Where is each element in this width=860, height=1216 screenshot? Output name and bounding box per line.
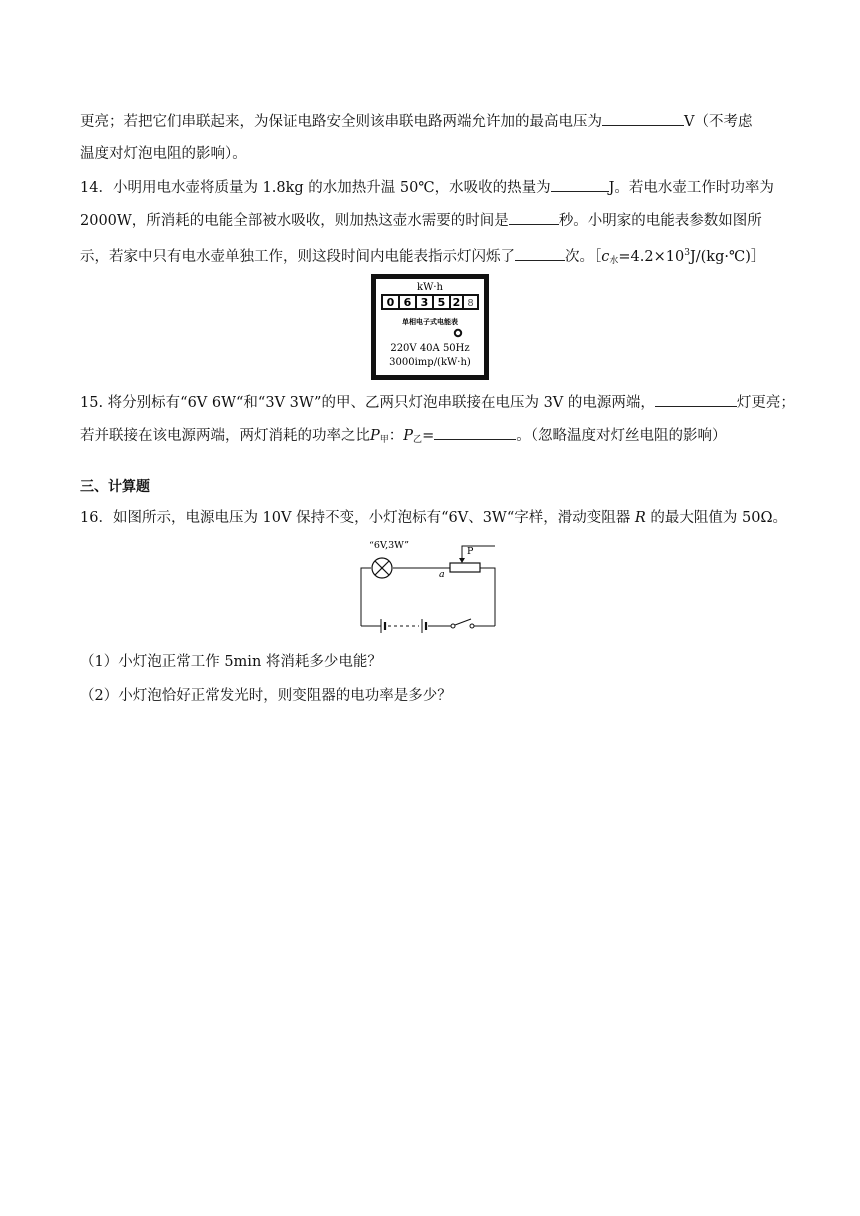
- q14-line3: 示，若家中只有电水壶单独工作，则这段时间内电能表指示灯闪烁了 次。$[c_水=4.2\times 10^3J/(kg\cdot℃)]$: [80, 248, 766, 266]
- lamp-icon: [372, 558, 392, 578]
- answer-blank[interactable]: [655, 392, 737, 407]
- rheostat-icon: [450, 563, 480, 572]
- answer-blank[interactable]: [602, 111, 684, 126]
- q15-line2: 若并联接在该电源两端，两灯消耗的功率之比$P_甲$：$P_乙=$ 。（忽略温度对灯丝电阻的影响）: [80, 425, 785, 450]
- q16-sub1: （1）小灯泡正常工作 5min 将消耗多少电能？: [80, 654, 382, 670]
- meter-digit: 0: [386, 296, 395, 309]
- q16-line1: 16．如图所示，电源电压为 10V 保持不变，小灯泡标有“6V、3W“字样，滑动变阻器 R 的最大阻值为 50Ω。: [80, 510, 787, 526]
- q14-line1: 14．小明用电水壶将质量为 1.8kg 的水加热升温 50℃，水吸收的热量为 J。若电水壶工作时功率为: [80, 177, 785, 198]
- terminal-label: a: [439, 569, 445, 580]
- meter-digit: 3: [420, 296, 429, 309]
- meter-digit: 6: [403, 296, 412, 309]
- q13-line2: 温度对灯泡电阻的影响）。: [80, 146, 247, 162]
- electric-meter-figure: [370, 273, 490, 381]
- q16-sub2: （2）小灯泡恰好正常发光时，则变阻器的电功率是多少？: [80, 688, 452, 704]
- meter-unit: kW·h: [417, 282, 443, 293]
- meter-spec-rating: 220V 40A 50Hz: [390, 343, 470, 354]
- q13-line1: 更亮；若把它们串联起来，为保证电路安全则该串联电路两端允许加的最高电压为 V（不考虑: [80, 111, 785, 132]
- slider-label: P: [467, 546, 474, 557]
- meter-decimal-digit: 8: [467, 298, 474, 309]
- switch-icon: [451, 619, 474, 628]
- section-heading: 三、计算题: [80, 479, 150, 495]
- answer-blank[interactable]: [509, 210, 559, 225]
- answer-blank[interactable]: [434, 425, 516, 440]
- answer-blank[interactable]: [515, 246, 565, 261]
- wire-left: [361, 568, 371, 626]
- battery-icon: [381, 619, 426, 633]
- answer-blank[interactable]: [551, 177, 609, 192]
- meter-name: 单相电子式电能表: [402, 318, 458, 326]
- meter-spec-constant: 3000imp/(kW·h): [389, 357, 471, 368]
- slider-arrow-icon: [459, 558, 465, 563]
- circuit-diagram: [355, 538, 500, 633]
- meter-digit: 2: [452, 296, 461, 309]
- lamp-label: “6V,3W”: [369, 540, 409, 551]
- meter-digit: 5: [437, 296, 446, 309]
- wire-right: [480, 568, 495, 626]
- q14-line2: 2000W，所消耗的电能全部被水吸收，则加热这壶水需要的时间是 秒。小明家的电能表参数如图所: [80, 210, 785, 231]
- q15-line1: 15. 将分别标有“6V 6W“和“3V 3W”的甲、乙两只灯泡串联接在电压为 3V 的电源两端， 灯更亮；: [80, 392, 785, 413]
